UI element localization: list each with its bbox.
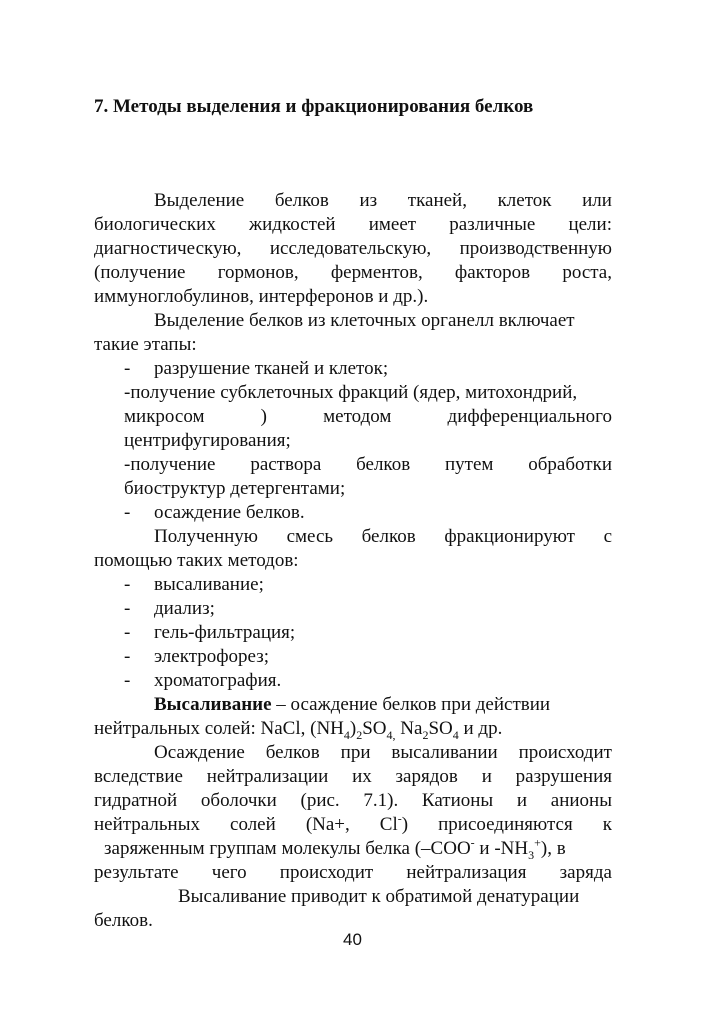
word: нейтрализация bbox=[406, 862, 527, 883]
subscript: 2 bbox=[356, 727, 363, 742]
word: и bbox=[516, 790, 528, 811]
text-span: ), в bbox=[540, 838, 566, 859]
word: путем bbox=[445, 454, 494, 475]
word: методом bbox=[323, 406, 392, 427]
word: производственную bbox=[459, 238, 612, 259]
list-item bbox=[124, 405, 612, 429]
subscript: 4, bbox=[386, 727, 396, 742]
text-span: ) bbox=[401, 814, 409, 835]
paragraph-line bbox=[154, 693, 550, 717]
list-item: хроматография. bbox=[154, 670, 282, 691]
word: клеток bbox=[497, 190, 552, 211]
word: биологических bbox=[94, 214, 216, 235]
text-span: – осаждение белков при действии bbox=[271, 694, 551, 715]
word: имеет bbox=[368, 214, 417, 235]
text-span: ) bbox=[349, 718, 357, 739]
word: солей bbox=[230, 814, 276, 835]
paragraph-line bbox=[104, 837, 566, 861]
word: факторов bbox=[454, 262, 531, 283]
list-dash: - bbox=[124, 502, 131, 523]
word: роста, bbox=[562, 262, 612, 283]
word: разрушения bbox=[515, 766, 612, 787]
word: происходит bbox=[518, 742, 612, 763]
word: Осаждение bbox=[154, 742, 245, 763]
paragraph-line: Выделение белков из клеточных органелл включает bbox=[154, 310, 575, 331]
word: происходит bbox=[279, 862, 374, 883]
word: (получение bbox=[94, 262, 186, 283]
word: или bbox=[582, 190, 612, 211]
word: высаливании bbox=[391, 742, 498, 763]
word: диагностическую, bbox=[94, 238, 242, 259]
word: Катионы bbox=[421, 790, 494, 811]
text-span: SO bbox=[428, 718, 453, 739]
word: (Na+, bbox=[305, 814, 350, 835]
text-span: и -NH bbox=[474, 838, 529, 859]
word: дифференциального bbox=[447, 406, 612, 427]
word: анионы bbox=[550, 790, 612, 811]
list-dash: - bbox=[124, 670, 131, 691]
list-dash: - bbox=[124, 646, 131, 667]
word: оболочки bbox=[200, 790, 277, 811]
text-span: Cl bbox=[379, 814, 398, 835]
word: гормонов, bbox=[217, 262, 299, 283]
word: при bbox=[340, 742, 371, 763]
paragraph-line bbox=[94, 789, 612, 813]
subscript: 4 bbox=[343, 727, 350, 742]
word: Полученную bbox=[154, 526, 258, 547]
word: 7.1). bbox=[363, 790, 399, 811]
paragraph-line: Высаливание приводит к обратимой денатурации bbox=[178, 886, 580, 907]
word: вследствие bbox=[94, 766, 183, 787]
paragraph-line: белков. bbox=[94, 910, 153, 931]
word: (рис. bbox=[300, 790, 340, 811]
word: заряда bbox=[559, 862, 612, 883]
word: белков bbox=[265, 742, 320, 763]
paragraph-line bbox=[94, 813, 612, 837]
list-item: -получение субклеточных фракций (ядер, митохондрий, bbox=[124, 382, 578, 403]
word: ) bbox=[260, 406, 267, 427]
list-item: диализ; bbox=[154, 598, 215, 619]
word: результате bbox=[94, 862, 179, 883]
paragraph-line bbox=[154, 525, 612, 549]
term-bold: Высаливание bbox=[154, 694, 272, 715]
list-item: биоструктур детергентами; bbox=[124, 478, 346, 499]
list-item: центрифугирования; bbox=[124, 430, 291, 451]
subscript: 3 bbox=[528, 847, 535, 862]
word: обработки bbox=[528, 454, 612, 475]
word: и bbox=[481, 766, 492, 787]
paragraph-line bbox=[94, 861, 612, 885]
word: гидратной bbox=[94, 790, 178, 811]
list-dash: - bbox=[124, 598, 131, 619]
word: фракционируют bbox=[444, 526, 575, 547]
paragraph-line: такие этапы: bbox=[94, 334, 197, 355]
paragraph-line bbox=[94, 717, 502, 741]
word: их bbox=[352, 766, 372, 787]
word: ферментов, bbox=[330, 262, 423, 283]
list-item: гель-фильтрация; bbox=[154, 622, 296, 643]
list-dash: - bbox=[124, 574, 131, 595]
word: белков bbox=[361, 526, 416, 547]
text-span: и др. bbox=[458, 718, 503, 739]
subscript: 2 bbox=[422, 727, 429, 742]
paragraph-line bbox=[94, 765, 612, 789]
superscript: - bbox=[397, 811, 402, 826]
paragraph-line bbox=[154, 189, 612, 213]
word: микросом bbox=[124, 406, 205, 427]
word: тканей, bbox=[407, 190, 467, 211]
paragraph-line bbox=[94, 213, 612, 237]
word: исследовательскую, bbox=[269, 238, 432, 259]
word: нейтральных bbox=[94, 814, 200, 835]
page-number: 40 bbox=[343, 930, 362, 949]
paragraph-line bbox=[94, 261, 612, 285]
superscript: - bbox=[470, 835, 475, 850]
text-span: заряженным группам молекулы белка (–COO bbox=[104, 838, 471, 859]
word: присоединяются bbox=[438, 814, 573, 835]
text-span: Na bbox=[395, 718, 423, 739]
word: с bbox=[603, 526, 612, 547]
word bbox=[380, 813, 408, 837]
list-item: высаливание; bbox=[154, 574, 264, 595]
word: белков bbox=[356, 454, 411, 475]
word: -получение bbox=[124, 454, 216, 475]
paragraph-line bbox=[154, 741, 612, 765]
word: Выделение bbox=[154, 190, 245, 211]
word: чего bbox=[211, 862, 247, 883]
text-span: нейтральных солей: NaCl, (NH bbox=[94, 718, 344, 739]
paragraph-line: иммуноглобулинов, интерферонов и др.). bbox=[94, 286, 429, 307]
word: жидкостей bbox=[249, 214, 336, 235]
superscript: + bbox=[534, 835, 541, 850]
text-span: SO bbox=[362, 718, 387, 739]
word: нейтрализации bbox=[206, 766, 329, 787]
list-item: электрофорез; bbox=[154, 646, 270, 667]
word: к bbox=[602, 814, 612, 835]
paragraph-line: помощью таких методов: bbox=[94, 550, 299, 571]
word: различные bbox=[449, 214, 536, 235]
word: из bbox=[359, 190, 378, 211]
subscript: 4 bbox=[452, 727, 459, 742]
word: смесь bbox=[286, 526, 334, 547]
section-heading: 7. Методы выделения и фракционирования белков bbox=[94, 96, 534, 117]
word: раствора bbox=[250, 454, 322, 475]
list-item bbox=[124, 453, 612, 477]
list-dash: - bbox=[124, 622, 131, 643]
paragraph-line bbox=[94, 237, 612, 261]
list-dash: - bbox=[124, 358, 131, 379]
list-item: разрушение тканей и клеток; bbox=[154, 358, 389, 379]
word: белков bbox=[274, 190, 329, 211]
word: цели: bbox=[568, 214, 612, 235]
list-item: осаждение белков. bbox=[154, 502, 305, 523]
word: зарядов bbox=[395, 766, 458, 787]
